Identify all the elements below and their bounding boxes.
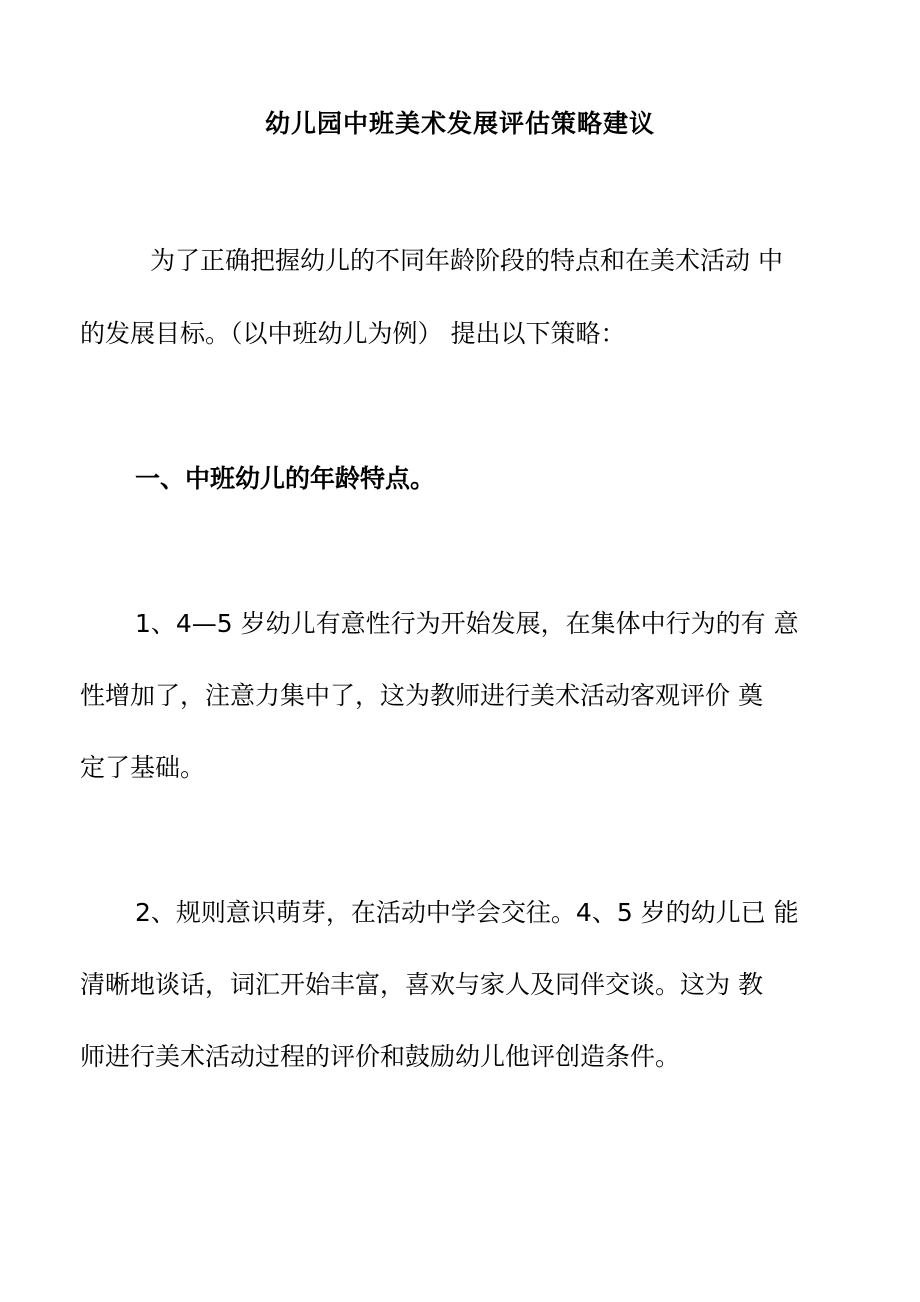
intro-line-1: 为了正确把握幼儿的不同年龄阶段的特点和在美术活动 中 [150,246,783,275]
item1-line-1: 1、4—5 岁幼儿有意性行为开始发展，在集体中行为的有 意 [135,609,799,638]
item2-line-1: 2、规则意识萌芽，在活动中学会交往。4、5 岁的幼儿已 能 [135,898,799,927]
item1-line-2: 性增加了，注意力集中了，这为教师进行美术活动客观评价 奠 [80,681,763,710]
item2-line-3: 师进行美术活动过程的评价和鼓励幼儿他评创造条件。 [80,1042,681,1071]
item2-line-2: 清晰地谈话，词汇开始丰富，喜欢与家人及同伴交谈。这为 教 [80,970,763,999]
item1-line-3: 定了基础。 [80,753,206,782]
section-heading: 一、中班幼儿的年龄特点。 [135,464,436,493]
intro-line-2: 的发展目标。（以中班幼儿为例） 提出以下策略： [80,319,626,348]
document-title: 幼儿园中班美术发展评估策略建议 [264,109,655,138]
